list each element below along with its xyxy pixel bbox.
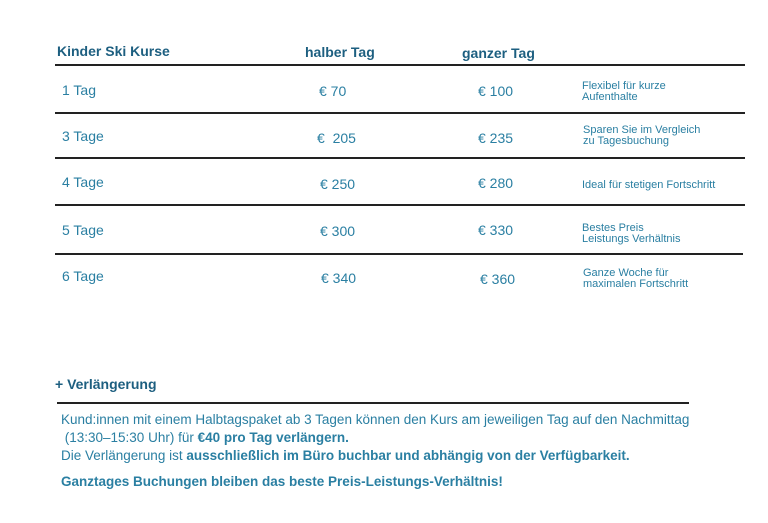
row-divider [55, 253, 743, 255]
closing-statement: Ganztages Buchungen bleiben das beste Preis-Leistungs-Verhältnis! [61, 474, 503, 489]
extension-title: + Verlängerung [55, 376, 157, 392]
duration-cell: 6 Tage [62, 268, 104, 284]
half-day-price: € 300 [320, 223, 356, 239]
extension-line-2 [61, 429, 689, 447]
row-note [582, 81, 666, 103]
note-line: Flexibel für kurze [582, 80, 666, 92]
duration-cell: 1 Tag [62, 82, 96, 98]
header-divider [55, 64, 745, 66]
extension-line-1: Kund:innen mit einem Halbtagspaket ab 3 Tagen können den Kurs am jeweiligen Tag auf den Nachmittag [61, 412, 690, 427]
extension-booking-note: ausschließlich im Büro buchbar und abhängig von der Verfügbarkeit. [186, 448, 630, 463]
full-day-price: € 360 [480, 271, 516, 287]
extension-line-2-text: (13:30–15:30 Uhr) für [61, 430, 198, 445]
duration-cell: 3 Tage [62, 128, 104, 144]
row-note [583, 268, 688, 290]
half-day-price: € 250 [320, 176, 356, 192]
row-note [583, 125, 700, 147]
full-day-price: € 280 [478, 175, 514, 191]
extension-price: €40 pro Tag verlängern. [197, 430, 349, 445]
note-line: Ganze Woche für [583, 267, 669, 279]
half-day-price: € 70 [319, 83, 347, 99]
note-line: Ideal für stetigen Fortschritt [582, 179, 716, 191]
full-day-price: € 235 [478, 130, 514, 146]
header-course: Kinder Ski Kurse [57, 43, 170, 59]
row-divider [55, 157, 745, 159]
extension-divider [57, 402, 689, 404]
extension-line-3 [61, 447, 689, 465]
row-divider [55, 112, 745, 114]
note-line: Bestes Preis [582, 222, 644, 234]
row-note [582, 223, 680, 245]
extension-text [61, 411, 689, 465]
row-note [582, 180, 715, 191]
full-day-price: € 100 [478, 83, 514, 99]
extension-line-3-text: Die Verlängerung ist [61, 448, 187, 463]
note-line: maximalen Fortschritt [583, 278, 689, 290]
half-day-price: € 205 [317, 130, 356, 146]
row-divider [55, 204, 745, 206]
note-line: Aufenthalte [582, 91, 638, 103]
full-day-price: € 330 [478, 222, 514, 238]
header-full-day: ganzer Tag [462, 45, 535, 61]
duration-cell: 5 Tage [62, 222, 104, 238]
note-line: zu Tagesbuchung [583, 135, 670, 147]
note-line: Sparen Sie im Vergleich [583, 124, 701, 136]
note-line: Leistungs Verhältnis [582, 233, 681, 245]
header-half-day: halber Tag [305, 44, 375, 60]
half-day-price: € 340 [321, 270, 357, 286]
duration-cell: 4 Tage [62, 174, 104, 190]
